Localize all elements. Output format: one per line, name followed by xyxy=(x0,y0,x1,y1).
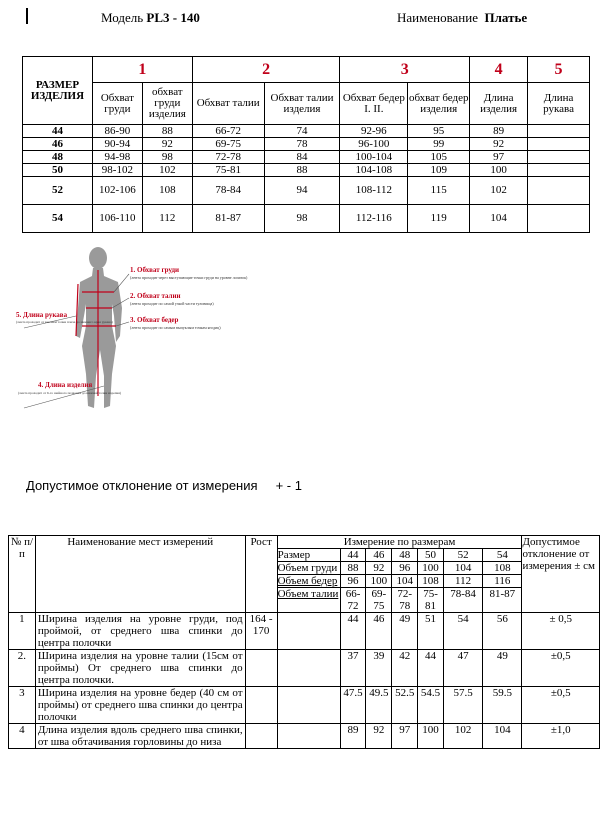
hip-cell: 112 xyxy=(443,575,482,588)
blank-cell xyxy=(277,687,340,724)
h-rost: Рост xyxy=(245,536,277,613)
size-value-cell: 115 xyxy=(408,177,470,205)
h-num: № п/п xyxy=(9,536,36,613)
size-value-cell xyxy=(528,205,590,233)
hip-cell: 116 xyxy=(483,575,522,588)
measure-value-cell: 59.5 xyxy=(483,687,522,724)
label-hip-title: 3. Обхват бедер xyxy=(130,316,179,324)
size-value-cell: 78 xyxy=(264,138,340,151)
size-cell: 48 xyxy=(23,151,93,164)
size-value-cell xyxy=(528,151,590,164)
size-value-cell: 88 xyxy=(142,125,192,138)
size-value-cell: 75-81 xyxy=(192,164,264,177)
measure-value-cell: 97 xyxy=(392,724,418,749)
blank-cell xyxy=(277,613,340,650)
subheader: Обхват талии изделия xyxy=(264,83,340,125)
size-cell: 52 xyxy=(23,177,93,205)
label-sleeve-note: (лента проходит от высшей точки плеча до нижнего края рукава) xyxy=(16,320,113,324)
group-number: 5 xyxy=(528,57,590,83)
blank-cell xyxy=(277,724,340,749)
hip-label: Объем бедер xyxy=(277,575,340,588)
measure-value-cell: 46 xyxy=(366,613,392,650)
label-chest-title: 1. Обхват груди xyxy=(130,266,180,274)
row-name: Ширина изделия на уровне груди, под проймой, от среднего шва спинки до центра полочки xyxy=(35,613,245,650)
measure-value-cell: 92 xyxy=(366,724,392,749)
size-cell: 50 xyxy=(23,164,93,177)
label-waist-note: (лента проходит по самой узкой части туловища) xyxy=(130,301,214,306)
size-cell: 44 xyxy=(340,549,366,562)
size-value-cell: 112 xyxy=(142,205,192,233)
size-value-cell: 98 xyxy=(142,151,192,164)
size-value-cell: 102 xyxy=(142,164,192,177)
size-value-cell: 106-110 xyxy=(92,205,142,233)
measure-value-cell: 39 xyxy=(366,650,392,687)
label-sleeve-title: 5. Длина рукава xyxy=(16,311,68,319)
hip-cell: 108 xyxy=(418,575,444,588)
size-value-cell: 119 xyxy=(408,205,470,233)
size-value-cell: 102 xyxy=(470,177,528,205)
size-header: РАЗМЕР ИЗДЕЛИЯ xyxy=(23,57,93,125)
group-number: 3 xyxy=(340,57,470,83)
name-line xyxy=(397,10,527,26)
size-value-cell xyxy=(528,125,590,138)
row-rost xyxy=(245,650,277,687)
size-value-cell: 97 xyxy=(470,151,528,164)
hip-cell: 96 xyxy=(340,575,366,588)
waist-cell: 75-81 xyxy=(418,588,444,613)
waist-cell: 69-75 xyxy=(366,588,392,613)
deviation-text: Допустимое отклонение от измерения xyxy=(26,478,258,493)
size-value-cell: 84 xyxy=(264,151,340,164)
measure-value-cell: 44 xyxy=(418,650,444,687)
deviation-line xyxy=(26,478,302,493)
measure-value-cell: 49.5 xyxy=(366,687,392,724)
row-number: 4 xyxy=(9,724,36,749)
size-value-cell: 112-116 xyxy=(340,205,408,233)
size-cell: 44 xyxy=(23,125,93,138)
waist-cell: 66-72 xyxy=(340,588,366,613)
chest-cell: 92 xyxy=(366,562,392,575)
size-value-cell: 74 xyxy=(264,125,340,138)
size-cell: 50 xyxy=(418,549,444,562)
measure-value-cell: 54 xyxy=(443,613,482,650)
measurement-rows xyxy=(9,613,600,749)
measure-value-cell: 44 xyxy=(340,613,366,650)
size-value-cell: 99 xyxy=(408,138,470,151)
measure-value-cell: 100 xyxy=(418,724,444,749)
group-number: 1 xyxy=(92,57,192,83)
measurement-row xyxy=(9,687,600,724)
h-measure: Измерение по размерам xyxy=(277,536,522,549)
measure-value-cell: 54.5 xyxy=(418,687,444,724)
measure-value-cell: 56 xyxy=(483,613,522,650)
size-value-cell: 94-98 xyxy=(92,151,142,164)
label-length-note: (лента проходит от 6-го шейного позвонка до нижней точки изделия) xyxy=(18,391,122,395)
subheader: Длина рукава xyxy=(528,83,590,125)
chest-cell: 104 xyxy=(443,562,482,575)
size-value-cell xyxy=(528,164,590,177)
row-number: 3 xyxy=(9,687,36,724)
subheader: Обхват бедер I. II. xyxy=(340,83,408,125)
size-value-cell: 66-72 xyxy=(192,125,264,138)
subheader: Длина изделия xyxy=(470,83,528,125)
group-number: 2 xyxy=(192,57,340,83)
subheader: Обхват груди xyxy=(92,83,142,125)
measure-value-cell: 102 xyxy=(443,724,482,749)
subheader: обхват груди изделия xyxy=(142,83,192,125)
size-value-cell: 88 xyxy=(264,164,340,177)
measure-value-cell: 57.5 xyxy=(443,687,482,724)
size-value-cell: 92 xyxy=(470,138,528,151)
measure-value-cell: 89 xyxy=(340,724,366,749)
size-table xyxy=(22,56,590,233)
hip-cell: 100 xyxy=(366,575,392,588)
label-waist-title: 2. Обхват талии xyxy=(130,292,181,300)
measure-value-cell: 47 xyxy=(443,650,482,687)
tolerance-cell: ±1,0 xyxy=(522,724,600,749)
tolerance-cell: ±0,5 xyxy=(522,687,600,724)
measure-value-cell: 47.5 xyxy=(340,687,366,724)
size-value-cell: 72-78 xyxy=(192,151,264,164)
size-cell: 46 xyxy=(23,138,93,151)
size-value-cell: 86-90 xyxy=(92,125,142,138)
chest-cell: 108 xyxy=(483,562,522,575)
row-rost: 164 - 170 xyxy=(245,613,277,650)
label-hip-note: (лента проходит по самым выпуклым точкам ягодиц) xyxy=(130,325,221,330)
size-value-cell: 109 xyxy=(408,164,470,177)
measure-value-cell: 51 xyxy=(418,613,444,650)
tolerance-cell: ±0,5 xyxy=(522,650,600,687)
size-rows xyxy=(23,125,590,233)
measurement-figure xyxy=(14,246,254,416)
size-label: Размер xyxy=(277,549,340,562)
tolerance-cell: ± 0,5 xyxy=(522,613,600,650)
measure-value-cell: 42 xyxy=(392,650,418,687)
size-value-cell: 90-94 xyxy=(92,138,142,151)
waist-cell: 81-87 xyxy=(483,588,522,613)
h-name: Наименование мест измерений xyxy=(35,536,245,613)
size-value-cell: 98 xyxy=(264,205,340,233)
size-value-cell xyxy=(528,177,590,205)
name-label: Наименование xyxy=(397,10,478,25)
label-chest-note: (лента проходит через выступающие точки груди на уровне лопаток) xyxy=(130,275,248,280)
subheader: Обхват талии xyxy=(192,83,264,125)
size-value-cell: 92-96 xyxy=(340,125,408,138)
measure-value-cell: 52.5 xyxy=(392,687,418,724)
model-line xyxy=(101,10,200,26)
measure-value-cell: 49 xyxy=(483,650,522,687)
size-row xyxy=(23,125,590,138)
size-cell: 52 xyxy=(443,549,482,562)
size-row xyxy=(23,205,590,233)
size-value-cell: 95 xyxy=(408,125,470,138)
size-row xyxy=(23,151,590,164)
size-value-cell: 108 xyxy=(142,177,192,205)
row-name: Ширина изделия на уровне бедер (40 см от проймы) от среднего шва спинки до центра полочки xyxy=(35,687,245,724)
subheader: обхват бедер изделия xyxy=(408,83,470,125)
measurement-row xyxy=(9,650,600,687)
measurement-table xyxy=(8,535,600,749)
size-value-cell: 96-100 xyxy=(340,138,408,151)
row-name: Длина изделия вдоль среднего шва спинки, от шва обтачивания горловины до низа xyxy=(35,724,245,749)
size-value-cell: 69-75 xyxy=(192,138,264,151)
size-value-cell xyxy=(528,138,590,151)
model-value: PL3 - 140 xyxy=(146,10,200,25)
size-cell: 46 xyxy=(366,549,392,562)
measure-value-cell: 104 xyxy=(483,724,522,749)
size-value-cell: 92 xyxy=(142,138,192,151)
size-value-cell: 94 xyxy=(264,177,340,205)
name-value: Платье xyxy=(484,10,528,25)
waist-cell: 78-84 xyxy=(443,588,482,613)
size-value-cell: 100 xyxy=(470,164,528,177)
hip-cell: 104 xyxy=(392,575,418,588)
size-value-cell: 98-102 xyxy=(92,164,142,177)
chest-cell: 88 xyxy=(340,562,366,575)
row-rost xyxy=(245,724,277,749)
measure-value-cell: 37 xyxy=(340,650,366,687)
chest-cell: 100 xyxy=(418,562,444,575)
size-value-cell: 100-104 xyxy=(340,151,408,164)
size-value-cell: 104 xyxy=(470,205,528,233)
size-cell: 54 xyxy=(483,549,522,562)
size-value-cell: 104-108 xyxy=(340,164,408,177)
waist-label: Объем талии xyxy=(277,588,340,613)
size-cell: 54 xyxy=(23,205,93,233)
measurement-row xyxy=(9,613,600,650)
size-row xyxy=(23,138,590,151)
size-value-cell: 102-106 xyxy=(92,177,142,205)
size-cell: 48 xyxy=(392,549,418,562)
group-number: 4 xyxy=(470,57,528,83)
header-bar xyxy=(26,8,28,24)
model-label: Модель xyxy=(101,10,144,25)
row-number: 1 xyxy=(9,613,36,650)
deviation-value: + - 1 xyxy=(275,478,302,493)
size-value-cell: 89 xyxy=(470,125,528,138)
size-row xyxy=(23,164,590,177)
size-row xyxy=(23,177,590,205)
size-value-cell: 78-84 xyxy=(192,177,264,205)
measurement-row xyxy=(9,724,600,749)
size-value-cell: 108-112 xyxy=(340,177,408,205)
row-rost xyxy=(245,687,277,724)
waist-cell: 72-78 xyxy=(392,588,418,613)
size-value-cell: 81-87 xyxy=(192,205,264,233)
chest-label: Объем груди xyxy=(277,562,340,575)
measure-value-cell: 49 xyxy=(392,613,418,650)
h-tol: Допустимое отклонение от измерения ± см xyxy=(522,536,600,613)
row-name: Ширина изделия на уровне талии (15см от проймы) От среднего шва спинки до центра полочки. xyxy=(35,650,245,687)
blank-cell xyxy=(277,650,340,687)
size-value-cell: 105 xyxy=(408,151,470,164)
label-length-title: 4. Длина изделия xyxy=(38,381,93,389)
chest-cell: 96 xyxy=(392,562,418,575)
row-number: 2. xyxy=(9,650,36,687)
